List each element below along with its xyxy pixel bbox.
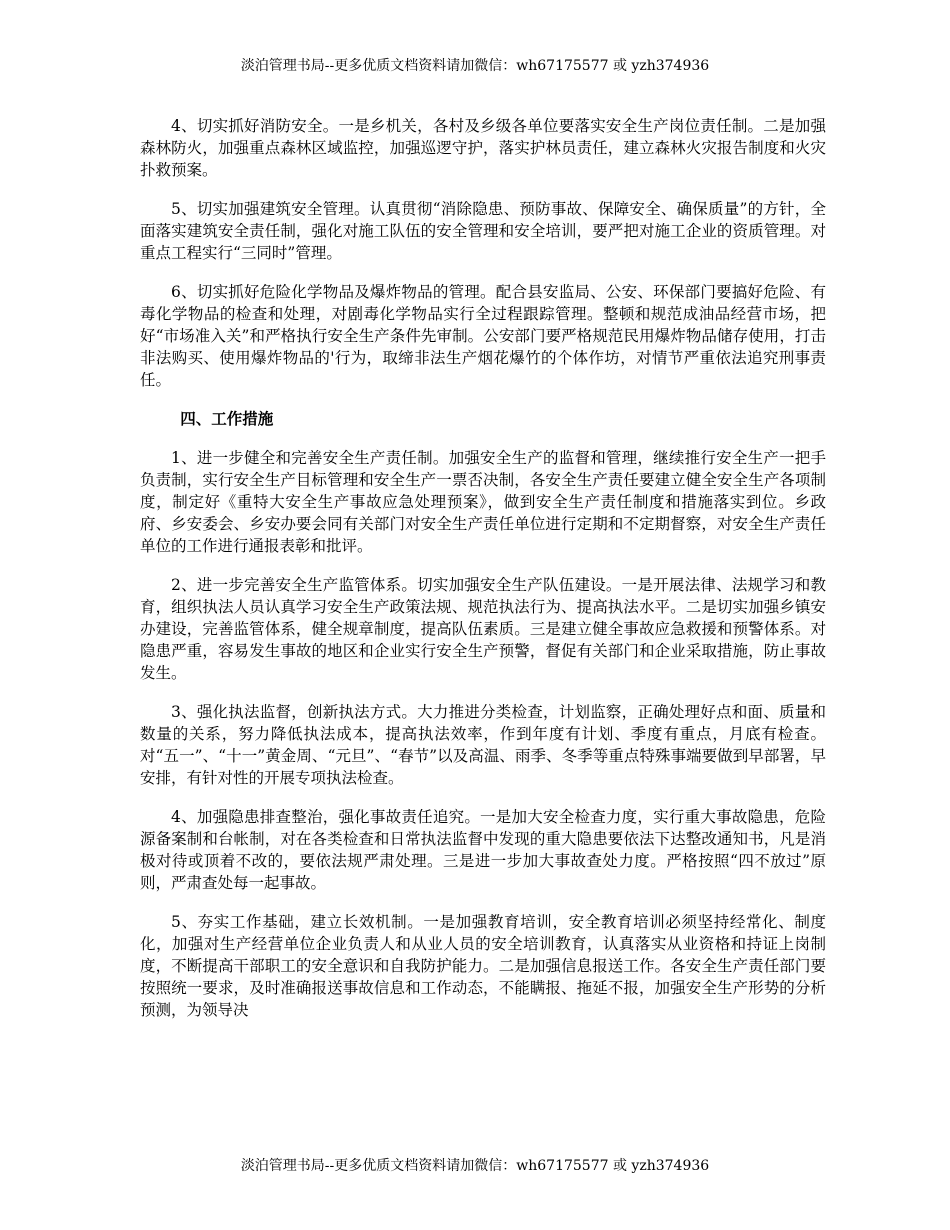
paragraph-responsibility-system: 1、进一步健全和完善安全生产责任制。加强安全生产的监督和管理，继续推行安全生产一把手负责制，实行安全生产目标管理和安全生产一票否决制，各安全生产责任要建立健全安全生产各项制度，制定好《重特大安全生产事故应急处理预案》，做到安全生产责任制度和措施落实到位。乡政府、乡安委会、乡安办要会同有关部门对安全生产责任单位进行定期和不定期督察，对安全生产责任单位的工作进行通报表彰和批评。: [140, 449, 826, 555]
paragraph-law-enforcement: 3、强化执法监督，创新执法方式。大力推进分类检查，计划监察，正确处理好点和面、质量和数量的关系，努力降低执法成本，提高执法效率，作到年度有计划、季度有重点，月底有检查。对“五一”、“十一”黄金周、“元旦”、“春节”以及高温、雨季、冬季等重点特殊事端要做到早部署，早安排，有针对性的开展专项执法检查。: [140, 703, 826, 787]
paragraph-supervision-system: 2、进一步完善安全生产监管体系。切实加强安全生产队伍建设。一是开展法律、法规学习和教育，组织执法人员认真学习安全生产政策法规、规范执法行为、提高执法水平。二是切实加强乡镇安办建设，完善监管体系，健全规章制度，提高队伍素质。三是建立健全事故应急救援和预警体系。对隐患严重，容易发生事故的地区和企业实行安全生产预警，督促有关部门和企业采取措施，防止事故发生。: [140, 576, 826, 682]
paragraph-construction-safety: 5、切实加强建筑安全管理。认真贯彻“消除隐患、预防事故、保障安全、确保质量”的方针，全面落实建筑安全责任制，强化对施工队伍的安全管理和安全培训，要严把对施工企业的资质管理。对重点工程实行“三同时”管理。: [140, 200, 826, 262]
page-header: 淡泊管理书局--更多优质文档资料请加微信：wh67175577 或 yzh374936: [240, 58, 710, 74]
paragraph-hazard-investigation: 4、加强隐患排查整治，强化事故责任追究。一是加大安全检查力度，实行重大事故隐患，危险源备案制和台帐制，对在各类检查和日常执法监督中发现的重大隐患要依法下达整改通知书，凡是消极对待或顶着不改的，要依法规严肃处理。三是进一步加大事故查处力度。严格按照“四不放过”原则，严肃查处每一起事故。: [140, 808, 826, 892]
paragraph-fire-safety: 4、切实抓好消防安全。一是乡机关，各村及乡级各单位要落实安全生产岗位责任制。二是加强森林防火，加强重点森林区域监控，加强巡逻守护，落实护林员责任，建立森林火灾报告制度和火灾扑救预案。: [140, 117, 826, 179]
section-title-work-measures: 四、工作措施: [180, 409, 274, 428]
paragraph-work-foundation: 5、夯实工作基础，建立长效机制。一是加强教育培训，安全教育培训必须坚持经常化、制度化，加强对生产经营单位企业负责人和从业人员的安全培训教育，认真落实从业资格和持证上岗制度，不断提高干部职工的安全意识和自我防护能力。二是加强信息报送工作。各安全生产责任部门要按照统一要求，及时准确报送事故信息和工作动态，不能瞒报、拖延不报，加强安全生产形势的分析预测，为领导决: [140, 913, 826, 1019]
page-footer: 淡泊管理书局--更多优质文档资料请加微信：wh67175577 或 yzh374936: [240, 1158, 710, 1174]
document-body: [140, 115, 826, 1038]
paragraph-hazardous-chemicals: 6、切实抓好危险化学物品及爆炸物品的管理。配合县安监局、公安、环保部门要搞好危险、有毒化学物品的检查和处理，对剧毒化学物品实行全过程跟踪管理。整顿和规范成油品经营市场，把好“市场准入关”和严格执行安全生产条件先审制。公安部门要严格规范民用爆炸物品储存使用，打击非法购买、使用爆炸物品的'行为，取缔非法生产烟花爆竹的个体作坊，对情节严重依法追究刑事责任。: [140, 283, 826, 389]
